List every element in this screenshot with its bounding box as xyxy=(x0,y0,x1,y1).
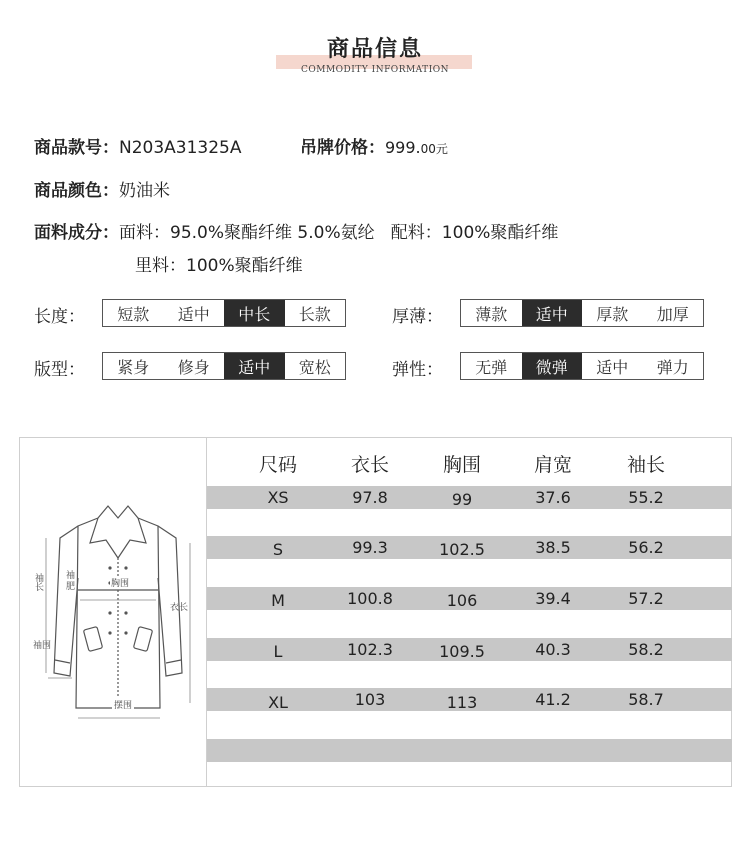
table-row-stripe xyxy=(207,739,732,762)
length-option-medium: 适中 xyxy=(177,304,210,324)
cell-shoulder: 41.2 xyxy=(535,690,571,709)
fit-option-tight: 紧身 xyxy=(117,357,150,377)
thickness-selector xyxy=(460,299,704,327)
cell-length: 99.3 xyxy=(352,538,388,557)
fabric-line-1: 面料：95.0%聚酯纤维 5.0%氨纶 配料：100%聚酯纤维 xyxy=(119,223,559,243)
cell-chest: 99 xyxy=(451,490,473,509)
label-sleeve-width-2: 肥 xyxy=(66,582,76,592)
header-size: 尺码 xyxy=(258,454,297,476)
info-row-price xyxy=(300,133,448,158)
label-hem: 摆围 xyxy=(112,698,134,711)
thickness-label: 厚薄： xyxy=(392,307,443,327)
thickness-option-thick: 厚款 xyxy=(596,304,629,324)
label-length: 衣长 xyxy=(170,603,189,613)
info-row-style xyxy=(34,133,242,158)
cell-sleeve: 57.2 xyxy=(628,589,664,608)
cell-shoulder: 37.6 xyxy=(535,488,571,507)
elasticity-option-slight: 微弹 xyxy=(522,353,583,379)
cell-length: 102.3 xyxy=(347,640,393,659)
elasticity-option-medium: 适中 xyxy=(596,357,629,377)
color-value: 奶油米 xyxy=(119,181,170,201)
fit-label: 版型： xyxy=(34,360,85,380)
price-decimal: 00元 xyxy=(420,142,448,156)
price-value: 999. xyxy=(385,138,421,157)
cell-length: 97.8 xyxy=(352,488,388,507)
style-number-value: N203A31325A xyxy=(119,138,242,158)
section-header xyxy=(0,30,750,80)
cell-shoulder: 38.5 xyxy=(535,538,571,557)
cell-sleeve: 58.7 xyxy=(628,690,664,709)
length-option-long: 长款 xyxy=(298,304,331,324)
cell-chest: 113 xyxy=(446,693,478,712)
label-sleeve-width-1: 袖 xyxy=(66,571,76,581)
length-option-mid-long: 中长 xyxy=(224,300,285,326)
fabric-label: 面料成分： xyxy=(34,223,119,243)
price-label: 吊牌价格： xyxy=(300,138,385,158)
fabric-line-2: 里料：100%聚酯纤维 xyxy=(135,256,303,276)
cell-size: XS xyxy=(267,488,289,507)
label-cuff: 袖围 xyxy=(33,641,52,651)
thickness-option-extra-thick: 加厚 xyxy=(656,304,689,324)
cell-sleeve: 55.2 xyxy=(628,488,664,507)
cell-chest: 109.5 xyxy=(439,642,485,661)
cell-sleeve: 56.2 xyxy=(628,538,664,557)
elasticity-option-stretch: 弹力 xyxy=(656,357,689,377)
cell-chest: 102.5 xyxy=(439,540,485,559)
fit-option-regular: 适中 xyxy=(224,353,285,379)
cell-sleeve: 58.2 xyxy=(628,640,664,659)
header-chest: 胸围 xyxy=(442,454,481,476)
cell-chest: 106 xyxy=(446,591,478,610)
header-length: 衣长 xyxy=(350,454,389,476)
cell-size: L xyxy=(273,642,283,661)
elasticity-option-none: 无弹 xyxy=(475,357,508,377)
cell-shoulder: 39.4 xyxy=(535,589,571,608)
label-chest: 胸围 xyxy=(110,576,130,589)
fit-option-slim: 修身 xyxy=(177,357,210,377)
info-row-fabric xyxy=(34,218,558,243)
thickness-option-thin: 薄款 xyxy=(475,304,508,324)
header-shoulder: 肩宽 xyxy=(533,454,572,476)
section-title: 商品信息 xyxy=(326,37,423,62)
fit-option-loose: 宽松 xyxy=(298,357,331,377)
cell-length: 103 xyxy=(354,690,386,709)
style-number-label: 商品款号： xyxy=(34,138,119,158)
size-chart-panel xyxy=(19,437,732,787)
info-row-color xyxy=(34,176,170,201)
info-row-lining xyxy=(135,251,303,276)
cell-size: M xyxy=(271,591,285,610)
length-label: 长度： xyxy=(34,307,85,327)
cell-shoulder: 40.3 xyxy=(535,640,571,659)
elasticity-selector xyxy=(460,352,704,380)
cell-size: XL xyxy=(268,693,288,712)
cell-length: 100.8 xyxy=(347,589,393,608)
cell-size: S xyxy=(272,540,284,559)
label-sleeve-length: 袖长 xyxy=(33,573,43,591)
header-sleeve: 袖长 xyxy=(626,454,665,476)
length-option-short: 短款 xyxy=(117,304,150,324)
section-subtitle: COMMODITY INFORMATION xyxy=(300,65,449,75)
color-label: 商品颜色： xyxy=(34,181,119,201)
length-selector xyxy=(102,299,346,327)
thickness-option-medium: 适中 xyxy=(522,300,583,326)
elasticity-label: 弹性： xyxy=(392,360,443,380)
fit-selector xyxy=(102,352,346,380)
